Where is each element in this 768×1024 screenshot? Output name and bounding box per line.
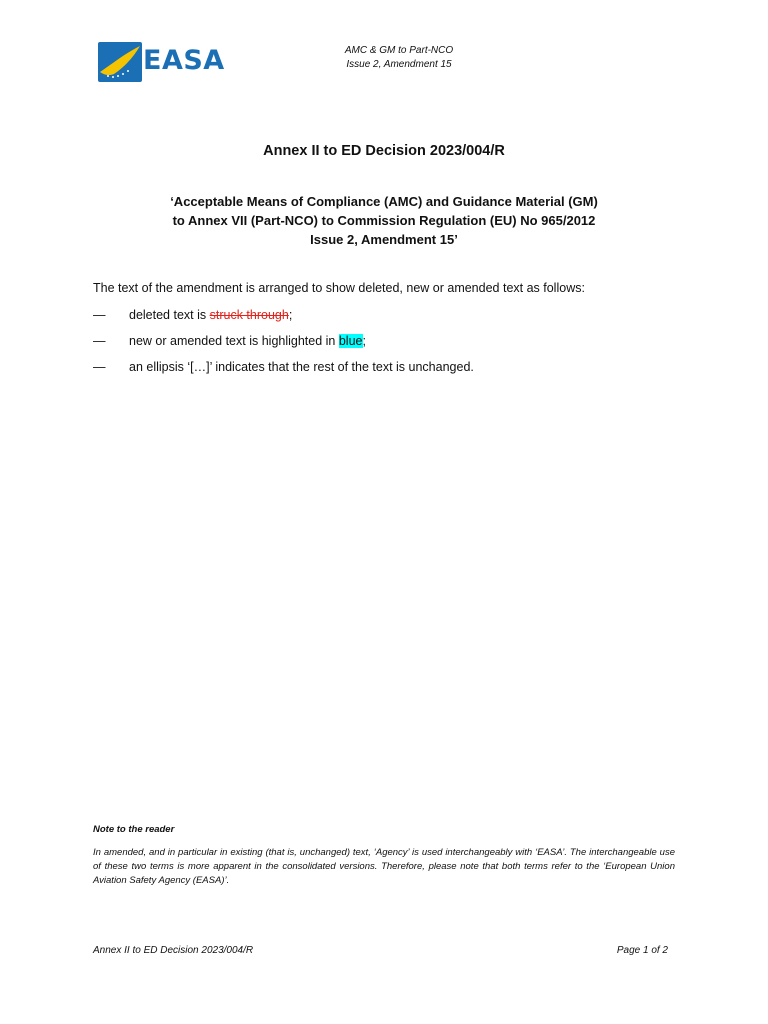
list-item1-suffix: ; (288, 308, 293, 322)
intro-paragraph: The text of the amendment is arranged to show deleted, new or amended text as follows: (93, 281, 585, 295)
header-reference (322, 44, 476, 72)
subtitle-line3: Issue 2, Amendment 15’ (310, 232, 458, 247)
subtitle-line1: ‘Acceptable Means of Compliance (AMC) and Guidance Material (GM) (170, 194, 598, 209)
list-dash: — (93, 334, 106, 348)
list-dash: — (93, 308, 106, 322)
highlight-sample: blue (338, 334, 363, 348)
list-item2-suffix: ; (362, 334, 366, 348)
logo-text: EASA (143, 45, 225, 76)
easa-logo (98, 42, 232, 84)
footer-document-ref: Annex II to ED Decision 2023/004/R (93, 945, 254, 956)
list-item3-text: an ellipsis ‘[…]’ indicates that the rest of the text is unchanged. (129, 360, 474, 374)
note-title: Note to the reader (93, 824, 175, 835)
note-body: In amended, and in particular in existing (that is, unchanged) text, ‘Agency’ is used interchangeably with ‘EASA’. The interchangeable use of these two terms is more apparent in the consolidated versions. Therefore, please note that both terms refer to the ‘European Union Aviation Safety Agency (EASA)’. (93, 847, 675, 886)
header-ref-line1: AMC & GM to Part-NCO (344, 45, 454, 56)
list-item1-prefix: deleted text is (129, 308, 210, 322)
subtitle-line2: to Annex VII (Part-NCO) to Commission Regulation (EU) No 965/2012 (172, 213, 596, 228)
list-item2-prefix: new or amended text is highlighted in (129, 334, 339, 348)
document-title: Annex II to ED Decision 2023/004/R (263, 143, 505, 159)
footer-page-number: Page 1 of 2 (616, 945, 668, 956)
header-ref-line2: Issue 2, Amendment 15 (346, 59, 452, 70)
easa-bird-icon (98, 42, 142, 82)
list-dash: — (93, 360, 106, 374)
struck-through-sample: struck through (209, 308, 289, 322)
document-subtitle (0, 192, 768, 249)
